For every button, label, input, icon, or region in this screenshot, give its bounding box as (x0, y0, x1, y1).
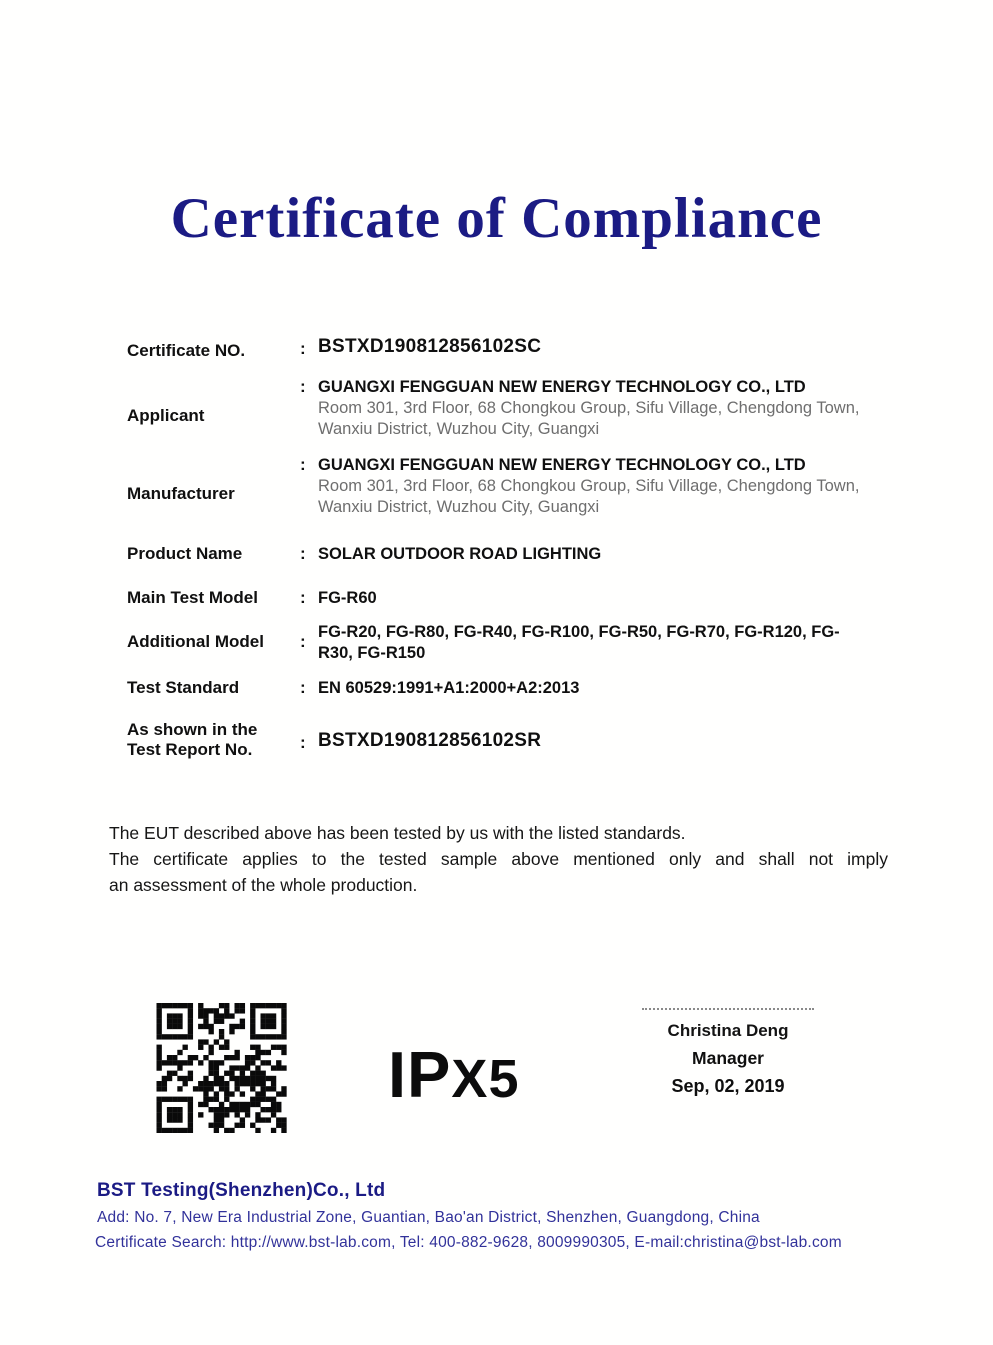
product-name-value: SOLAR OUTDOOR ROAD LIGHTING (318, 545, 602, 563)
certificate-no-label: Certificate NO. (127, 341, 246, 360)
applicant-address: Room 301, 3rd Floor, 68 Chongkou Group, Sifu Village, Chengdong Town, Wanxiu District, Wuzhou City, Guangxi (318, 399, 860, 438)
certificate-no-value: BSTXD190812856102SC (318, 336, 542, 357)
colon-separator: : (300, 733, 306, 752)
colon-separator: : (300, 632, 306, 651)
manufacturer-label: Manufacturer (127, 484, 235, 503)
manufacturer-value (318, 455, 889, 518)
additional-model-label: Additional Model (127, 632, 264, 651)
colon-separator: : (300, 678, 306, 697)
colon-separator: : (300, 377, 306, 396)
additional-model-value: FG-R20, FG-R80, FG-R40, FG-R100, FG-R50, FG-R70, FG-R120, FG-R30, FG-R150 (318, 623, 840, 662)
statement-line: an assessment of the whole production. (109, 875, 418, 895)
main-test-model-value: FG-R60 (318, 589, 377, 607)
main-test-model-label: Main Test Model (127, 588, 258, 607)
colon-separator: : (300, 339, 306, 358)
qr-code-icon (155, 1003, 288, 1133)
colon-separator: : (300, 588, 306, 607)
applicant-company: GUANGXI FENGGUAN NEW ENERGY TECHNOLOGY CO., LTD (318, 378, 806, 396)
signature-block (617, 1008, 839, 1097)
test-report-no-value: BSTXD190812856102SR (318, 730, 542, 751)
statement-line: The certificate applies to the tested sample above mentioned only and shall not imply (109, 849, 888, 869)
test-standard-value: EN 60529:1991+A1:2000+A2:2013 (318, 679, 580, 697)
manufacturer-company: GUANGXI FENGGUAN NEW ENERGY TECHNOLOGY CO., LTD (318, 456, 806, 474)
manufacturer-address: Room 301, 3rd Floor, 68 Chongkou Group, Sifu Village, Chengdong Town, Wanxiu District, Wuzhou City, Guangxi (318, 477, 860, 516)
footer-contact-line: Certificate Search: http://www.bst-lab.com, Tel: 400-882-9628, 8009990305, E-mail:christina@bst-lab.com (95, 1234, 842, 1251)
ip-rating-suffix: X5 (451, 1049, 520, 1109)
applicant-label: Applicant (127, 406, 205, 425)
signer-role: Manager (692, 1048, 764, 1068)
applicant-value (318, 377, 889, 440)
footer-company-name: BST Testing(Shenzhen)Co., Ltd (97, 1180, 386, 1201)
signer-name: Christina Deng (667, 1021, 789, 1040)
test-report-no-label: As shown in the Test Report No. (127, 720, 258, 759)
signature-dotted-line (642, 1008, 814, 1010)
colon-separator: : (300, 544, 306, 563)
compliance-statement (109, 820, 888, 898)
ip-rating-prefix: IP (388, 1038, 452, 1111)
statement-line: The EUT described above has been tested by us with the listed standards. (109, 823, 686, 843)
ip-rating-mark (388, 1040, 519, 1110)
page-title: Certificate of Compliance (170, 187, 823, 250)
product-name-label: Product Name (127, 544, 243, 563)
signature-date: Sep, 02, 2019 (671, 1076, 785, 1096)
test-standard-label: Test Standard (127, 678, 240, 697)
colon-separator: : (300, 455, 306, 474)
footer-address: Add: No. 7, New Era Industrial Zone, Guantian, Bao'an District, Shenzhen, Guangdong, China (97, 1209, 760, 1226)
